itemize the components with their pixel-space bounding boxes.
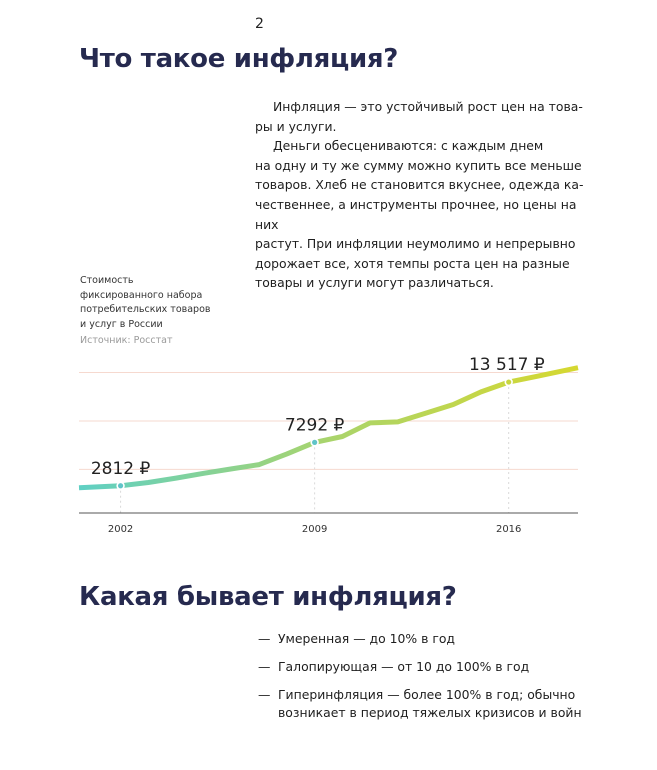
list-item-text: Галопирующая — от 10 до 100% в год [278,659,530,674]
intro-line: дорожает все, хотя темпы роста цен на разные [255,255,570,271]
highlight-point [118,483,123,488]
list-item [258,630,598,648]
list-item-text: Гиперинфляция — более 100% в год; обычно [278,687,576,702]
intro-line: ры и услуги. [255,118,337,134]
chart-source: Источник: Росстат [80,335,173,346]
chart-caption-line: потребительских товаров [80,304,211,315]
list-item-text: возникает в период тяжелых кризисов и войн [278,705,582,720]
dash-bullet: — [258,659,271,674]
highlight-value-label: 13 517 ₽ [468,355,545,376]
page-title: Что такое инфляция? [79,44,399,74]
list-item-text: Умеренная — до 10% в год [278,631,455,646]
intro-line: Инфляция — это устойчивый рост цен на това- [273,99,583,114]
intro-line: Деньги обесцениваются: с каждым днем [273,138,544,154]
intro-line: товаров. Хлеб не становится вкуснее, одежда ка- [255,177,584,193]
chart-caption-line: фиксированного набора [80,289,203,301]
inflation-types-list [258,630,598,732]
highlight-point [312,440,317,445]
page-number: 2 [255,16,264,32]
intro-line: товары и услуги могут различаться. [255,275,494,291]
highlight-value-label: 2812 ₽ [90,458,151,479]
intro-line: растут. При инфляции неумолимо и непрерывно [255,236,576,252]
section-title: Какая бывает инфляция? [79,582,457,612]
chart-caption-line: и услуг в России [80,318,163,330]
highlight-value-label: 7292 ₽ [284,415,345,436]
intro-line: чественнее, а инструменты прочнее, но цены на них [255,196,577,232]
list-item [258,658,598,676]
x-tick-label: 2009 [301,524,328,535]
list-item [258,686,598,722]
chart-caption-line: Стоимость [80,275,134,286]
x-tick-label: 2016 [495,524,522,535]
intro-line: на одну и ту же сумму можно купить все меньше [255,157,582,173]
dash-bullet: — [258,631,271,646]
highlight-point [506,379,511,384]
x-tick-label: 2002 [107,524,134,535]
dash-bullet: — [258,687,271,702]
